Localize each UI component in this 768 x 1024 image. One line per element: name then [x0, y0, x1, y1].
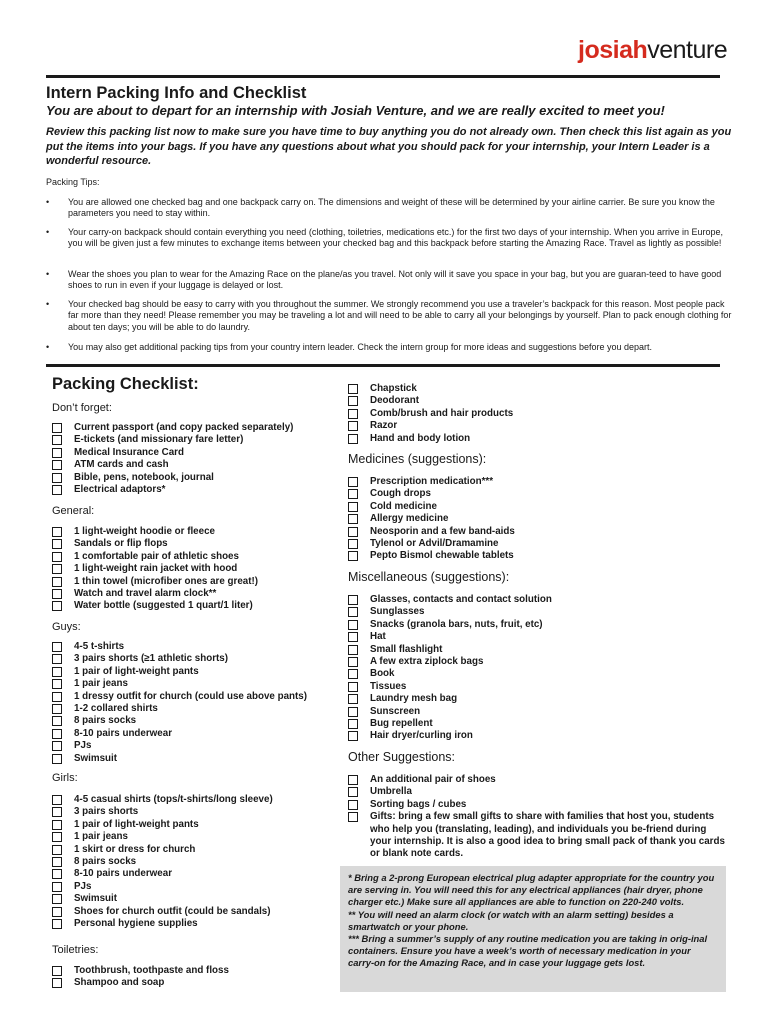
- checklist-item[interactable]: [348, 799, 728, 811]
- checkbox[interactable]: [52, 485, 62, 495]
- tip-text: You may also get additional packing tips from your country intern leader. Check the intern group for more ideas and suggestions before you depart.: [68, 342, 653, 352]
- bullet-icon: •: [46, 197, 50, 207]
- footnote-medication: *** Bring a summer’s supply of any routine medication you are taking in orig-inal containers. Ensure you have a week’s worth of necessary medication in your carry-on for the Amazing Race, and in case your luggage gets lost.: [348, 933, 708, 969]
- section-divider: [46, 364, 720, 367]
- item-label: An additional pair of shoes: [370, 774, 496, 785]
- item-label: 1 pair jeans: [74, 831, 128, 843]
- item-label: Hand and body lotion: [370, 432, 471, 444]
- footnote-alarm: ** You will need an alarm clock (or watch with an alarm setting) besides a smartwatch or your phone.: [348, 908, 674, 932]
- checkbox[interactable]: [52, 807, 62, 817]
- checkbox[interactable]: [52, 667, 62, 677]
- checkbox[interactable]: [52, 642, 62, 652]
- section-title-misc: Miscellaneous (suggestions):: [348, 570, 510, 584]
- bullet-icon: •: [46, 342, 50, 352]
- bullet-icon: •: [46, 269, 50, 279]
- section-title-medicines: Medicines (suggestions):: [348, 452, 487, 466]
- checkbox[interactable]: [52, 907, 62, 917]
- item-label: 8 pairs socks: [74, 715, 137, 727]
- checkbox[interactable]: [348, 620, 358, 630]
- item-label: 1 thin towel (microfiber ones are great!): [74, 575, 258, 587]
- packing-tips-label: Packing Tips:: [46, 177, 100, 187]
- checkbox[interactable]: [348, 731, 358, 741]
- checkbox[interactable]: [348, 384, 358, 394]
- checkbox[interactable]: [52, 423, 62, 433]
- checkbox[interactable]: [52, 966, 62, 976]
- checkbox[interactable]: [52, 552, 62, 562]
- item-label: A few extra ziplock bags: [370, 655, 484, 667]
- checklist-item[interactable]: [348, 774, 728, 786]
- checkbox[interactable]: [52, 845, 62, 855]
- checkbox[interactable]: [348, 527, 358, 537]
- section-title-girls: Girls:: [52, 772, 78, 784]
- bullet-icon: •: [46, 299, 50, 309]
- checkbox[interactable]: [52, 894, 62, 904]
- checklist-heading: Packing Checklist:: [52, 375, 199, 393]
- checkbox[interactable]: [52, 716, 62, 726]
- checkbox[interactable]: [52, 679, 62, 689]
- checkbox[interactable]: [52, 820, 62, 830]
- item-label: Pepto Bismol chewable tablets: [370, 550, 514, 562]
- top-divider: [46, 75, 720, 78]
- section-title-guys: Guys:: [52, 621, 81, 633]
- checkbox[interactable]: [52, 473, 62, 483]
- checkbox[interactable]: [348, 645, 358, 655]
- checkbox[interactable]: [52, 741, 62, 751]
- checkbox[interactable]: [52, 539, 62, 549]
- item-label: 1 light-weight rain jacket with hood: [74, 563, 238, 575]
- item-label: Chapstick: [370, 383, 417, 394]
- checkbox[interactable]: [348, 719, 358, 729]
- bullet-icon: •: [46, 227, 50, 237]
- checkbox[interactable]: [348, 657, 358, 667]
- checkbox[interactable]: [348, 607, 358, 617]
- item-label: Cough drops: [370, 488, 431, 500]
- checkbox[interactable]: [52, 527, 62, 537]
- tip-item: [46, 227, 732, 250]
- checkbox[interactable]: [52, 795, 62, 805]
- checkbox[interactable]: [348, 434, 358, 444]
- checkbox[interactable]: [52, 919, 62, 929]
- checkbox[interactable]: [348, 551, 358, 561]
- checkbox[interactable]: [52, 978, 62, 988]
- tip-text: Wear the shoes you plan to wear for the Amazing Race on the plane/as you travel. Not only will it save you space in your bag, but you are guaran-teed to have good shoes to run in even if your luggage is delayed or lost.: [68, 269, 722, 291]
- tip-item: [46, 299, 732, 333]
- item-label: Glasses, contacts and contact solution: [370, 594, 552, 605]
- checkbox[interactable]: [348, 539, 358, 549]
- item-label: 1 pair jeans: [74, 678, 128, 690]
- checkbox[interactable]: [52, 435, 62, 445]
- checkbox[interactable]: [348, 502, 358, 512]
- checklist-item[interactable]: [348, 786, 728, 798]
- checkbox[interactable]: [348, 812, 358, 822]
- item-label: ATM cards and cash: [74, 459, 169, 471]
- checkbox[interactable]: [52, 882, 62, 892]
- item-label: 1 pair of light-weight pants: [74, 818, 199, 830]
- item-label: 8 pairs socks: [74, 855, 137, 867]
- checkbox[interactable]: [348, 396, 358, 406]
- item-label: Sandals or flip flops: [74, 538, 168, 550]
- item-label: Book: [370, 668, 395, 680]
- tip-text: Your checked bag should be easy to carry with you throughout the summer. We strongly recommend you use a traveler’s backpack for this reason. Most people pack far more than they need! Please remember you may be traveling a lot and will need to be able to carry all your belongings by yourself. Plan to pack enough clothing for about ten days; you will be able to do laundry.: [68, 299, 732, 332]
- checkbox[interactable]: [52, 448, 62, 458]
- josiah-venture-logo: [578, 36, 727, 65]
- item-label: 1 skirt or dress for church: [74, 843, 196, 855]
- item-label: Swimsuit: [74, 893, 118, 905]
- checkbox[interactable]: [52, 692, 62, 702]
- review-instructions: Review this packing list now to make sure you have time to buy anything you do not already own. Then check this list again as you put the items into your bags. If you have any questions about what you should pack for your internship, your Intern Leader is a wonderful resource.: [46, 126, 732, 168]
- checkbox[interactable]: [348, 514, 358, 524]
- item-label: Water bottle (suggested 1 quart/1 liter): [74, 600, 253, 612]
- section-title-dont-forget: Don’t forget:: [52, 402, 112, 414]
- checkbox[interactable]: [348, 669, 358, 679]
- item-label: 8-10 pairs underwear: [74, 727, 173, 739]
- item-label: Allergy medicine: [370, 513, 449, 525]
- checkbox[interactable]: [348, 682, 358, 692]
- checkbox[interactable]: [348, 800, 358, 810]
- page-subtitle: You are about to depart for an internship with Josiah Venture, and we are really excited to meet you!: [46, 103, 665, 118]
- item-label: Tissues: [370, 680, 407, 692]
- checkbox[interactable]: [52, 654, 62, 664]
- item-label: Deodorant: [370, 395, 419, 407]
- checkbox[interactable]: [52, 460, 62, 470]
- item-label: PJs: [74, 740, 92, 752]
- item-label: Bug repellent: [370, 717, 433, 729]
- item-label: PJs: [74, 880, 92, 892]
- checkbox[interactable]: [52, 704, 62, 714]
- item-label: Comb/brush and hair products: [370, 407, 514, 419]
- checkbox[interactable]: [348, 595, 358, 605]
- checkbox[interactable]: [52, 577, 62, 587]
- item-label: Sunglasses: [370, 606, 425, 618]
- tip-item: [46, 197, 732, 220]
- item-label: 4-5 t-shirts: [74, 641, 125, 652]
- item-label: Tylenol or Advil/Dramamine: [370, 537, 499, 549]
- item-label: Snacks (granola bars, nuts, fruit, etc): [370, 618, 543, 630]
- item-label: Swimsuit: [74, 752, 118, 764]
- checkbox[interactable]: [348, 775, 358, 785]
- footnote-adapter: * Bring a 2-prong European electrical plug adapter appropriate for the country you are serving in. You will need this for any electrical appliances (hair dryer, phone charger etc.) Make sure all appliances are able to function on 220-240 volts.: [348, 872, 715, 908]
- checkbox[interactable]: [52, 601, 62, 611]
- item-label: Toothbrush, toothpaste and floss: [74, 965, 229, 976]
- logo-part-josiah: josiah: [578, 36, 648, 64]
- item-label: Sorting bags / cubes: [370, 798, 467, 810]
- logo-part-venture: venture: [647, 36, 728, 64]
- item-label: Electrical adaptors*: [74, 483, 166, 495]
- checkbox[interactable]: [52, 754, 62, 764]
- checkbox[interactable]: [52, 832, 62, 842]
- tip-text: Your carry-on backpack should contain everything you need (clothing, toiletries, medications etc.) for the first two days of your internship. When you arrive in Europe, you will be given just a few minutes to exchange items between your checked bag and this backpack before starting the Amazing Race. Travel as lightly as possible!: [68, 227, 724, 249]
- item-label: Sunscreen: [370, 705, 421, 717]
- footnotes-box: [340, 866, 726, 992]
- checkbox[interactable]: [348, 477, 358, 487]
- item-label: 1 light-weight hoodie or fleece: [74, 526, 215, 537]
- item-label: 1 comfortable pair of athletic shoes: [74, 550, 239, 562]
- checkbox[interactable]: [348, 409, 358, 419]
- item-label: E-tickets (and missionary fare letter): [74, 434, 244, 446]
- item-label: Shoes for church outfit (could be sandals): [74, 905, 271, 917]
- item-label: Gifts: bring a few small gifts to share with families that host you, students who help you (translating, leading), and individuals you be-friend during your internship. It is also a good idea to bring small pack of thank you cards or blank note cards.: [370, 811, 725, 860]
- item-label: Cold medicine: [370, 500, 437, 512]
- section-title-general: General:: [52, 505, 95, 517]
- checkbox[interactable]: [348, 787, 358, 797]
- item-label: Hair dryer/curling iron: [370, 730, 473, 742]
- item-label: 8-10 pairs underwear: [74, 868, 173, 880]
- item-label: Umbrella: [370, 786, 412, 798]
- item-label: 1 pair of light-weight pants: [74, 665, 199, 677]
- item-label: Razor: [370, 420, 398, 432]
- tip-text: You are allowed one checked bag and one backpack carry on. The dimensions and weight of these will be determined by your airline carrier. Be sure you know the parameters you need to stay within.: [68, 197, 715, 219]
- section-title-toiletries: Toiletries:: [52, 944, 99, 956]
- page-title: Intern Packing Info and Checklist: [46, 84, 307, 102]
- checkbox[interactable]: [348, 489, 358, 499]
- item-label: Small flashlight: [370, 643, 443, 655]
- checkbox[interactable]: [52, 564, 62, 574]
- item-label: 1 dressy outfit for church (could use above pants): [74, 690, 307, 702]
- tip-item: [46, 269, 732, 292]
- item-label: 3 pairs shorts: [74, 806, 139, 818]
- item-label: Current passport (and copy packed separately): [74, 422, 294, 433]
- item-label: Neosporin and a few band-aids: [370, 525, 515, 537]
- section-title-other: Other Suggestions:: [348, 750, 456, 764]
- item-label: Watch and travel alarm clock**: [74, 587, 217, 599]
- checkbox[interactable]: [52, 869, 62, 879]
- checkbox[interactable]: [348, 694, 358, 704]
- checkbox[interactable]: [348, 421, 358, 431]
- item-label: Medical Insurance Card: [74, 446, 184, 458]
- tip-item: [46, 342, 732, 353]
- item-label: Laundry mesh bag: [370, 693, 458, 705]
- checkbox[interactable]: [52, 857, 62, 867]
- checkbox[interactable]: [348, 632, 358, 642]
- checkbox[interactable]: [52, 729, 62, 739]
- item-label: Bible, pens, notebook, journal: [74, 471, 214, 483]
- checkbox[interactable]: [348, 707, 358, 717]
- item-label: 1-2 collared shirts: [74, 702, 158, 714]
- item-label: Personal hygiene supplies: [74, 917, 198, 929]
- item-label: Shampoo and soap: [74, 977, 165, 989]
- item-label: Prescription medication***: [370, 476, 494, 487]
- item-label: 3 pairs shorts (≥1 athletic shorts): [74, 653, 229, 665]
- checkbox[interactable]: [52, 589, 62, 599]
- checklist-item-gifts[interactable]: [348, 811, 728, 861]
- item-label: 4-5 casual shirts (tops/t-shirts/long sleeve): [74, 794, 273, 805]
- checklist-other: [348, 774, 728, 861]
- item-label: Hat: [370, 631, 386, 643]
